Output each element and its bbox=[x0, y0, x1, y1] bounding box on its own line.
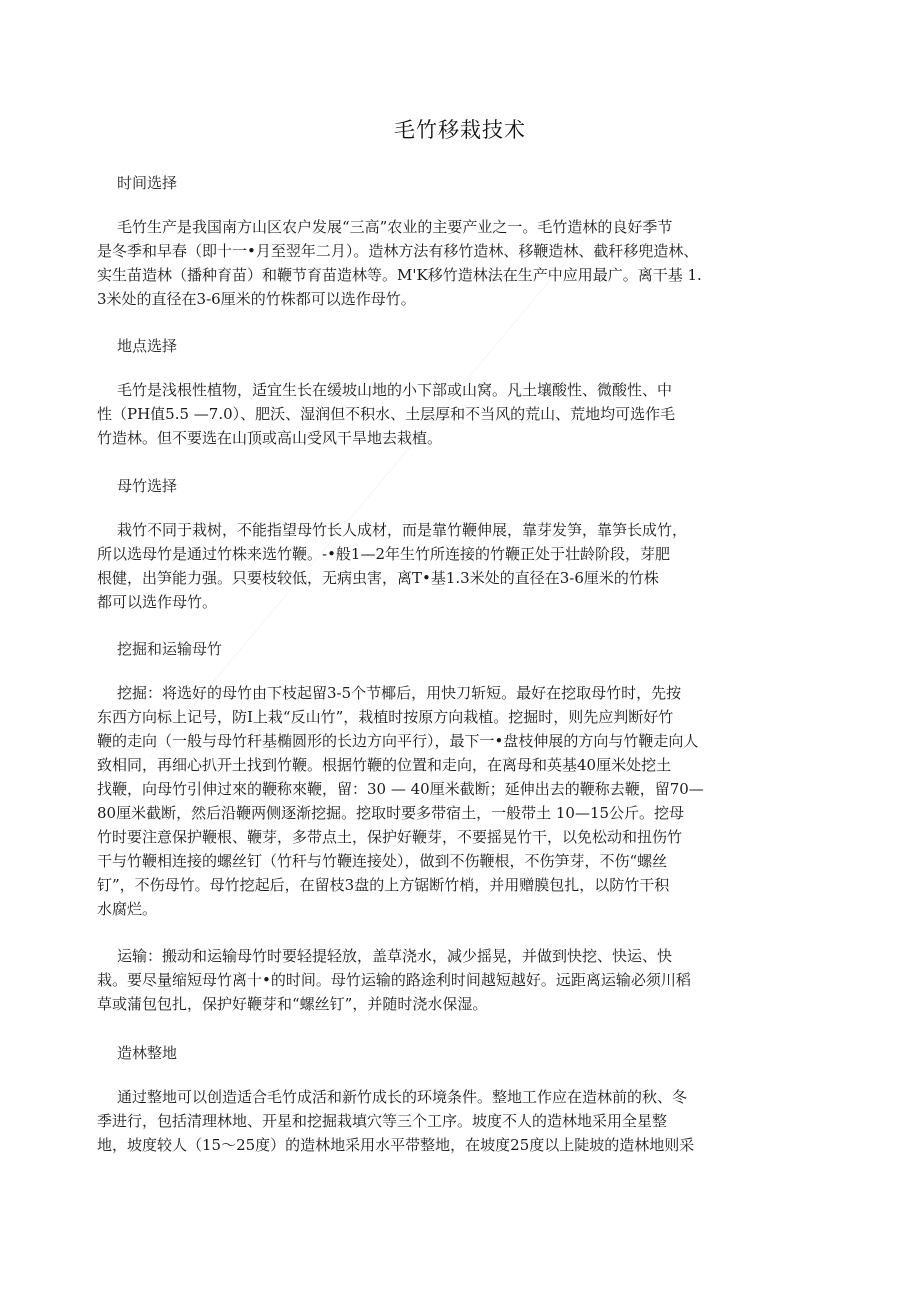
text-line: 是冬季和早春（即十一•月至翌年二月）。造林方法有移竹造林、移鞭造林、截秆移兜造林、 bbox=[97, 242, 699, 260]
paragraph-mother-bamboo bbox=[97, 518, 817, 614]
text-line: 都可以选作母竹。 bbox=[97, 593, 218, 611]
paragraph-site-preparation bbox=[97, 1085, 817, 1157]
text-line: 毛竹生产是我国南方山区农户发展“三高”农业的主要产业之一。毛竹造林的良好季节 bbox=[117, 218, 673, 236]
text-line: 实生苗造林（播种育苗）和鞭节育苗造林等。M'K移竹造林法在生产中应用最广。离干基 1. bbox=[97, 266, 702, 284]
text-line: 东西方向标上记号，防I上栽“反山竹”，栽植时按原方向栽植。挖掘时，则先应判断好竹 bbox=[97, 708, 674, 726]
text-line: 竹造林。但不要选在山顶或高山受风干旱地去栽植。 bbox=[97, 429, 443, 447]
text-line: 找鞭，向母竹引伸过來的鞭称來鞭，留：30 — 40厘米截断；延伸出去的鞭称去鞭，留70— bbox=[97, 780, 704, 798]
text-line: 草或蒲包包扎，保护好鞭芽和“螺丝钉”，并随时浇水保湿。 bbox=[97, 995, 488, 1013]
text-line: 根健，出笋能力强。只要枝较低，无病虫害，离T•基1.3米处的直径在3-6厘米的竹株 bbox=[97, 569, 659, 587]
text-line: 干与竹鞭相连接的螺丝钉（竹秆与竹鞭连接处），做到不伤鞭根，不伤笋芽，不伤“螺丝 bbox=[97, 852, 668, 870]
text-line: 80厘米截断，然后沿鞭两侧逐渐挖掘。挖取时要多带宿土，一般带土 10—15公斤。挖母 bbox=[97, 804, 685, 822]
text-line: 毛竹是浅根性植物，适宜生长在缓坡山地的小下部或山窝。凡土壤酸性、微酸性、中 bbox=[117, 381, 673, 399]
paragraph-time bbox=[97, 215, 817, 311]
text-line: 致相同，再细心扒开土找到竹鞭。根据竹鞭的位置和走向，在离母和英基40厘米处挖土 bbox=[97, 756, 672, 774]
text-line: 水腐烂。 bbox=[97, 900, 158, 918]
paragraph-transport bbox=[97, 944, 817, 1016]
text-line: 竹时要注意保护鞭根、鞭芽，多带点土，保护好鞭芽，不要摇晃竹干，以免松动和扭伤竹 bbox=[97, 828, 683, 846]
paragraph-digging bbox=[97, 681, 817, 921]
document-title: 毛竹移栽技术 bbox=[394, 118, 526, 142]
text-line: 挖掘：将选好的母竹由下枝起留3-5个节椰后，用快刀斩短。最好在挖取母竹时，先按 bbox=[117, 684, 682, 702]
text-line: 栽竹不同于栽树，不能指望母竹长人成材，而是靠竹鞭伸展，靠芽发笋，靠笋长成竹， bbox=[117, 521, 688, 539]
section-heading-location: 地点选择 bbox=[117, 337, 178, 355]
text-line: 通过整地可以创造适合毛竹成活和新竹成长的环境条件。整地工作应在造林前的秋、冬 bbox=[117, 1088, 688, 1106]
section-heading-mother-bamboo: 母竹选择 bbox=[117, 477, 178, 495]
text-line: 运输：搬动和运输母竹时要轻提轻放，盖草浇水，减少摇晃，并做到快挖、快运、快 bbox=[117, 947, 673, 965]
text-line: 栽。要尽量缩短母竹离十•的时间。母竹运输的路途利时间越短越好。远距离运输必须川稻 bbox=[97, 971, 691, 989]
text-line: 所以选母竹是通过竹株来选竹鞭。-•般1—2年生竹所连接的竹鞭正处于壮龄阶段，芽肥 bbox=[97, 545, 671, 563]
text-line: 钉”，不伤母竹。母竹挖起后，在留枝3盘的上方锯断竹梢，并用赠膜包扎，以防竹干积 bbox=[97, 876, 670, 894]
text-line: 3米处的直径在3-6厘米的竹株都可以选作母竹。 bbox=[97, 290, 416, 308]
section-heading-time: 时间选择 bbox=[117, 174, 178, 192]
text-line: 地，坡度较人（15～25度）的造林地采用水平带整地，在坡度25度以上陡坡的造林地则采 bbox=[97, 1136, 695, 1154]
paragraph-location bbox=[97, 378, 817, 450]
section-heading-digging-transport: 挖掘和运输母竹 bbox=[117, 640, 223, 658]
text-line: 鞭的走向（一般与母竹秆基椭圆形的长边方向平行），最下一•盘枝伸展的方向与竹鞭走向人 bbox=[97, 732, 699, 750]
section-heading-site-preparation: 造林整地 bbox=[117, 1044, 178, 1062]
text-line: 季进行，包括清理林地、开星和挖掘栽填穴等三个工序。坡度不人的造林地采用全星整 bbox=[97, 1112, 668, 1130]
text-line: 性（PH值5.5 —7.0）、肥沃、湿润但不积水、土层厚和不当风的荒山、荒地均可选作毛 bbox=[97, 405, 676, 423]
